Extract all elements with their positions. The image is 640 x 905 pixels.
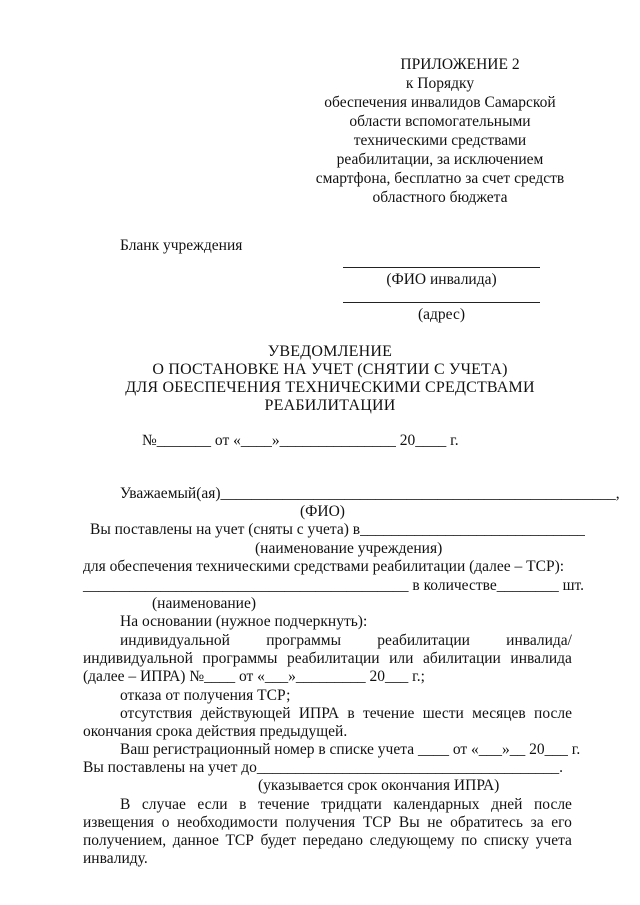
ipra-end-caption: (указывается срок окончания ИПРА)	[258, 777, 500, 794]
name-caption: (наименование)	[152, 595, 256, 612]
ipra-word: инвалида/	[506, 632, 572, 649]
ipra-line-2	[83, 649, 572, 668]
address-line	[343, 302, 540, 303]
final-line-3	[83, 831, 572, 850]
final-word: В	[120, 796, 131, 813]
title-line-3: ДЛЯ ОБЕСПЕЧЕНИЯ ТЕХНИЧЕСКИМИ СРЕДСТВАМИ	[125, 379, 535, 396]
appendix-line-1: ПРИЛОЖЕНИЕ 2	[400, 56, 520, 73]
absence-word: ИПРА	[298, 705, 340, 722]
absence-word: в	[347, 705, 355, 722]
final-word: необходимости	[177, 814, 278, 831]
absence-word: месяцев	[472, 705, 526, 722]
ipra-word: абилитации	[423, 650, 501, 667]
reg-number-line: Ваш регистрационный номер в списке учета ____ от «___»__ 20___ г.	[120, 741, 581, 758]
ipra-word: индивидуальной	[83, 650, 193, 667]
ipra-word: индивидуальной	[120, 632, 230, 649]
final-word: по	[461, 832, 478, 849]
final-word: ТСР	[225, 832, 254, 849]
absence-word: течение	[362, 705, 415, 722]
absence-word: после	[534, 705, 572, 722]
final-word: тридцати	[321, 796, 382, 813]
ipra-word: инвалида	[510, 650, 572, 667]
appendix-line-4: области вспомогательными	[349, 113, 531, 130]
appendix-line-5: техническими средствами	[353, 132, 527, 149]
until-line: Вы поставлены на учет до_______________________________________.	[83, 759, 563, 776]
appendix-line-3: обеспечения инвалидов Самарской	[324, 94, 556, 111]
final-word: следующему	[369, 832, 455, 849]
blank-label: Бланк учреждения	[120, 237, 243, 254]
provision-line: для обеспечения техническими средствами реабилитации (далее – ТСР):	[83, 558, 565, 575]
final-word: Вы	[398, 814, 420, 831]
notice-number-date: №_______ от «____»_______________ 20____ г.	[142, 432, 459, 449]
ipra-word: программы	[202, 650, 278, 667]
absence-word: отсутствия	[120, 705, 193, 722]
refusal-line: отказа от получения ТСР;	[120, 687, 291, 704]
ipra-word: программы	[266, 632, 342, 649]
final-word: не	[427, 814, 443, 831]
fio-invalid-line	[343, 267, 540, 268]
title-line-2: О ПОСТАНОВКЕ НА УЧЕТ (СНЯТИИ С УЧЕТА)	[152, 361, 508, 378]
fio-invalid-caption: (ФИО инвалида)	[386, 271, 497, 288]
greeting-line: Уважаемый(ая)___________________________________________________,	[120, 485, 620, 502]
ipra-line-3: (далее – ИПРА) №____ от «___»_________ 20___ г.;	[83, 668, 425, 685]
appendix-line-7: смартфона, бесплатно за счет средств	[315, 170, 565, 187]
title-line-4: РЕАБИЛИТАЦИИ	[264, 397, 396, 414]
final-word: получения	[285, 814, 356, 831]
institution-caption: (наименование учреждения)	[255, 540, 443, 557]
final-word: списку	[483, 832, 530, 849]
final-word: ТСР	[362, 814, 392, 831]
final-word: учета	[535, 832, 572, 849]
final-word: будет	[260, 832, 297, 849]
absence-line-2: окончания срока действия предыдущей.	[83, 723, 348, 740]
final-line-2	[83, 813, 572, 832]
final-word: календарных	[393, 796, 480, 813]
ipra-word: реабилитации	[377, 632, 470, 649]
final-word: о	[161, 814, 170, 831]
final-word: дней	[491, 796, 523, 813]
basis-line: На основании (нужное подчеркнуть):	[120, 613, 368, 630]
absence-word: действующей	[200, 705, 291, 722]
fio-caption: (ФИО)	[300, 503, 345, 520]
final-word: если	[197, 796, 228, 813]
final-word: течение	[258, 796, 310, 813]
final-line-4: инвалиду.	[83, 850, 148, 867]
final-word: извещения	[83, 814, 155, 831]
absence-word: шести	[422, 705, 464, 722]
final-word: случае	[141, 796, 186, 813]
final-word: его	[551, 814, 572, 831]
appendix-line-2: к Порядку	[405, 75, 475, 92]
ipra-line-1	[120, 631, 572, 650]
final-word: в	[239, 796, 247, 813]
ipra-word: реабилитации	[286, 650, 380, 667]
ipra-word: или	[389, 650, 414, 667]
quantity-line: __________________________________________ в количестве________ шт.	[83, 577, 585, 594]
final-word: получением,	[83, 832, 167, 849]
final-word: обратитесь	[450, 814, 523, 831]
address-caption: (адрес)	[418, 306, 465, 323]
final-word: данное	[172, 832, 219, 849]
appendix-line-6: реабилитации, за исключением	[336, 151, 544, 168]
appendix-line-8: областного бюджета	[372, 189, 508, 206]
absence-line-1	[120, 704, 572, 723]
final-word: за	[530, 814, 544, 831]
final-word: после	[534, 796, 572, 813]
title-line-1: УВЕДОМЛЕНИЕ	[267, 343, 393, 360]
registered-line: Вы поставлены на учет (сняты с учета) в_____________________________	[90, 521, 585, 538]
final-word: передано	[302, 832, 364, 849]
final-line-1	[120, 795, 572, 814]
